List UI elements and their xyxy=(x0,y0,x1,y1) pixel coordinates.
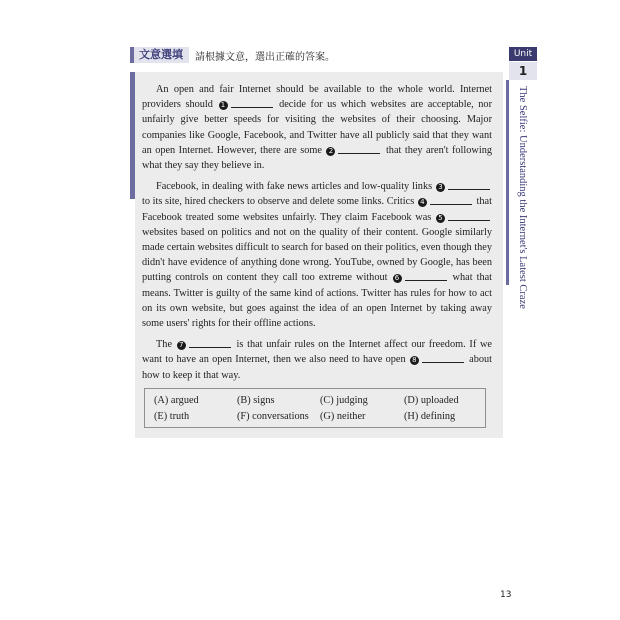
blank-4 xyxy=(430,195,472,205)
blank-number-7: 7 xyxy=(177,341,186,350)
option-c: (C) judging xyxy=(320,395,368,406)
passage-text: An open and fair Internet should be available to the whole world. Internet providers should xyxy=(142,84,492,111)
section-header xyxy=(130,47,335,63)
option-a: (A) argued xyxy=(154,395,199,406)
blank-number-3: 3 xyxy=(436,183,445,192)
blank-number-2: 2 xyxy=(326,147,335,156)
passage-text: what that means. Twitter is guilty of the same kind of actions. Twitter has rules for how to act on its own website, but goes against the idea of an open Internet by taking away some users' rights for their offline actions. xyxy=(142,272,493,330)
option-d: (D) uploaded xyxy=(404,395,459,406)
blank-number-4: 4 xyxy=(418,198,427,207)
option-b: (B) signs xyxy=(237,395,275,406)
blank-3 xyxy=(448,180,490,190)
option-h: (H) defining xyxy=(404,411,456,422)
blank-7 xyxy=(189,338,231,348)
passage-text: that they aren't following what they say they believe in. xyxy=(142,144,493,172)
paragraph-1 xyxy=(142,82,492,173)
option-f: (F) conversations xyxy=(237,411,309,422)
option-g: (G) neither xyxy=(320,411,366,422)
passage-text: to its site, hired checkers to observe and delete some links. Critics xyxy=(142,196,415,208)
blank-1 xyxy=(231,98,273,108)
blank-2 xyxy=(338,144,380,154)
page-number: 13 xyxy=(500,590,512,600)
blank-6 xyxy=(405,271,447,281)
passage-text: websites based on politics and not on the quality of their content. Google similarly made certain websites difficult to search for based on their politics, even though they didn't have evidence of anything done wrong. YouTube, owned by Google, has been putting controls on content they call too extreme without xyxy=(142,226,492,284)
passage-text: Facebook, in dealing with fake news articles and low-quality links xyxy=(156,181,433,193)
blank-8 xyxy=(422,353,464,363)
blank-number-6: 6 xyxy=(393,274,402,283)
instruction-text: 請根據文意，選出正確的答案。 xyxy=(195,51,335,63)
section-tag: 文意選填 xyxy=(130,47,189,63)
passage-text: The xyxy=(156,339,173,351)
passage-text: decide for us which websites are acceptable, nor unfairly give better speeds for visiting the websites of their choosing. Major companies like Google, Facebook, and Twitter have all publicly said that they want an open Internet. However, there are some xyxy=(142,99,493,156)
blank-number-8: 8 xyxy=(410,356,419,365)
blank-5 xyxy=(448,211,490,221)
blank-number-5: 5 xyxy=(436,214,445,223)
unit-number: 1 xyxy=(509,62,537,80)
passage xyxy=(142,82,492,389)
unit-title: The Selfie: Understanding the Internet's Latest Craze xyxy=(517,86,528,309)
options-box xyxy=(144,388,486,428)
passage-text: is that unfair rules on the Internet affect our freedom. If we want to have an open Internet, then we also need to have open xyxy=(142,339,492,366)
passage-text: about how to keep it that way. xyxy=(142,354,493,381)
side-accent-bar xyxy=(506,80,509,285)
paragraph-3 xyxy=(142,337,492,383)
blank-number-1: 1 xyxy=(219,101,228,110)
paragraph-2 xyxy=(142,179,492,331)
option-e: (E) truth xyxy=(154,411,190,422)
unit-label: Unit xyxy=(509,47,537,61)
passage-text: that Facebook treated some websites unfairly. They claim Facebook was xyxy=(142,196,492,223)
